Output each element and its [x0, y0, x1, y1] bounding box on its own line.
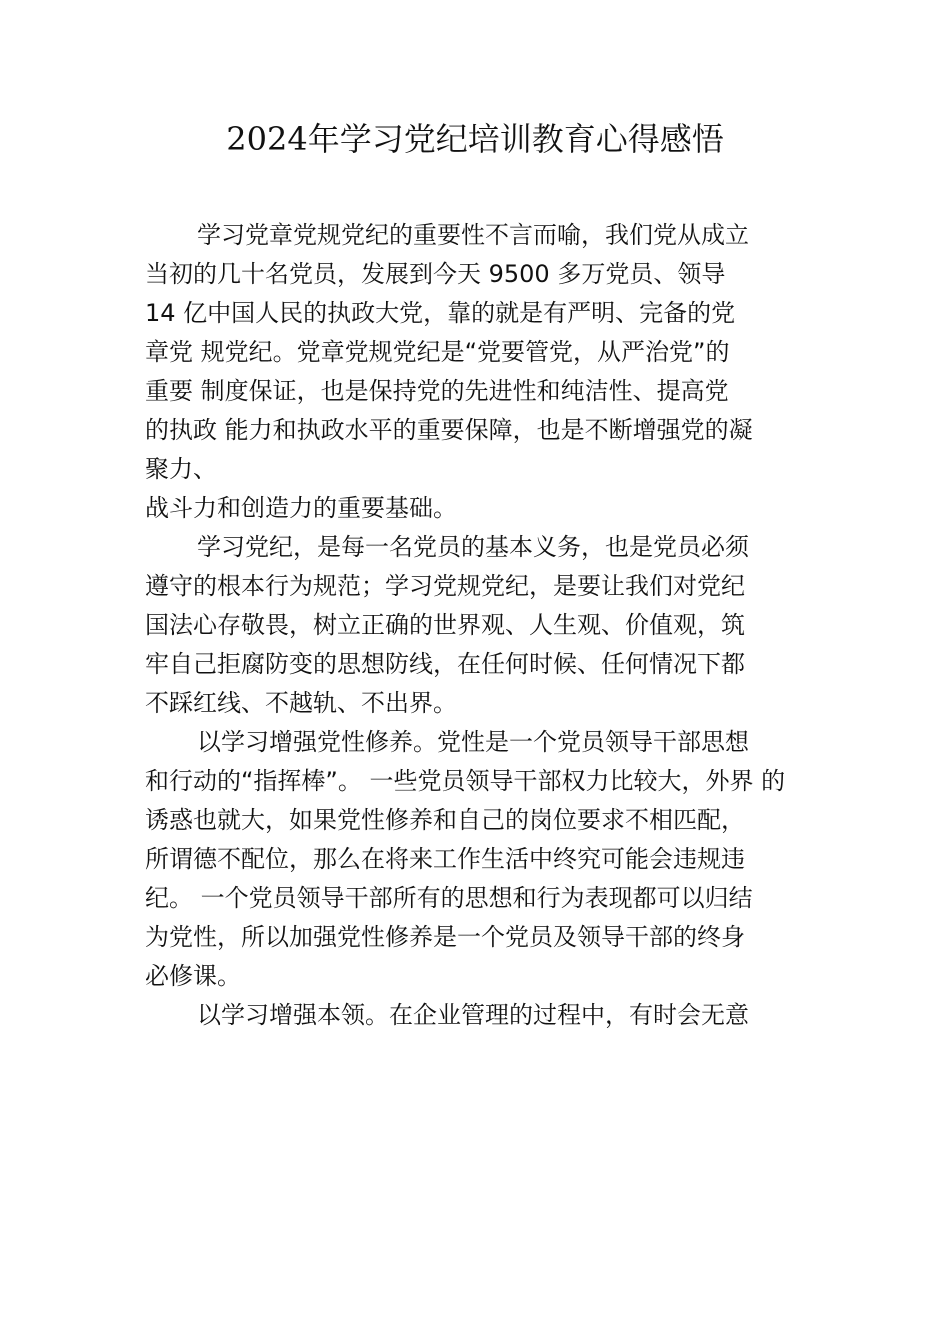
text-line: 学习党纪，是每一名党员的基本义务，也是党员必须: [197, 533, 749, 561]
document-body: [145, 216, 825, 1035]
paragraph-2: [145, 528, 825, 723]
text-line: 诱惑也就大，如果党性修养和自己的岗位要求不相匹配，: [145, 806, 745, 834]
text-line: 国法心存敬畏，树立正确的世界观、人生观、价值观，筑: [145, 611, 745, 639]
text-line: 牢自己拒腐防变的思想防线，在任何时候、任何情况下都: [145, 650, 745, 678]
text-line: 当初的几十名党员，发展到今天 9500 多万党员、领导: [145, 260, 726, 288]
text-line: 所谓德不配位，那么在将来工作生活中终究可能会违规违: [145, 845, 745, 873]
text-line: 为党性，所以加强党性修养是一个党员及领导干部的终身: [145, 923, 745, 951]
text-line: 纪。 一个党员领导干部所有的思想和行为表现都可以归结: [145, 884, 753, 912]
text-line: 以学习增强本领。在企业管理的过程中，有时会无意: [197, 1001, 749, 1029]
paragraph-1: [145, 216, 825, 528]
text-line: 的执政 能力和执政水平的重要保障，也是不断增强党的凝: [145, 416, 753, 444]
text-line: 必修课。: [145, 962, 241, 990]
text-line: 重要 制度保证，也是保持党的先进性和纯洁性、提高党: [145, 377, 729, 405]
text-line: 章党 规党纪。党章党规党纪是“党要管党，从严治党”的: [145, 338, 730, 366]
document-title: 2024年学习党纪培训教育心得感悟: [226, 120, 724, 158]
text-line: 不踩红线、不越轨、不出界。: [145, 689, 457, 717]
paragraph-3: [145, 723, 825, 996]
text-line: 学习党章党规党纪的重要性不言而喻，我们党从成立: [197, 221, 749, 249]
paragraph-4: [145, 996, 825, 1035]
text-line: 遵守的根本行为规范；学习党规党纪，是要让我们对党纪: [145, 572, 745, 600]
text-line: 以学习增强党性修养。党性是一个党员领导干部思想: [197, 728, 749, 756]
text-line: 和行动的“指挥棒”。 一些党员领导干部权力比较大，外界 的: [145, 767, 786, 795]
text-line: 聚力、: [145, 455, 217, 483]
text-line: 14 亿中国人民的执政大党，靠的就是有严明、完备的党: [145, 299, 736, 327]
text-line: 战斗力和创造力的重要基础。: [145, 494, 457, 522]
